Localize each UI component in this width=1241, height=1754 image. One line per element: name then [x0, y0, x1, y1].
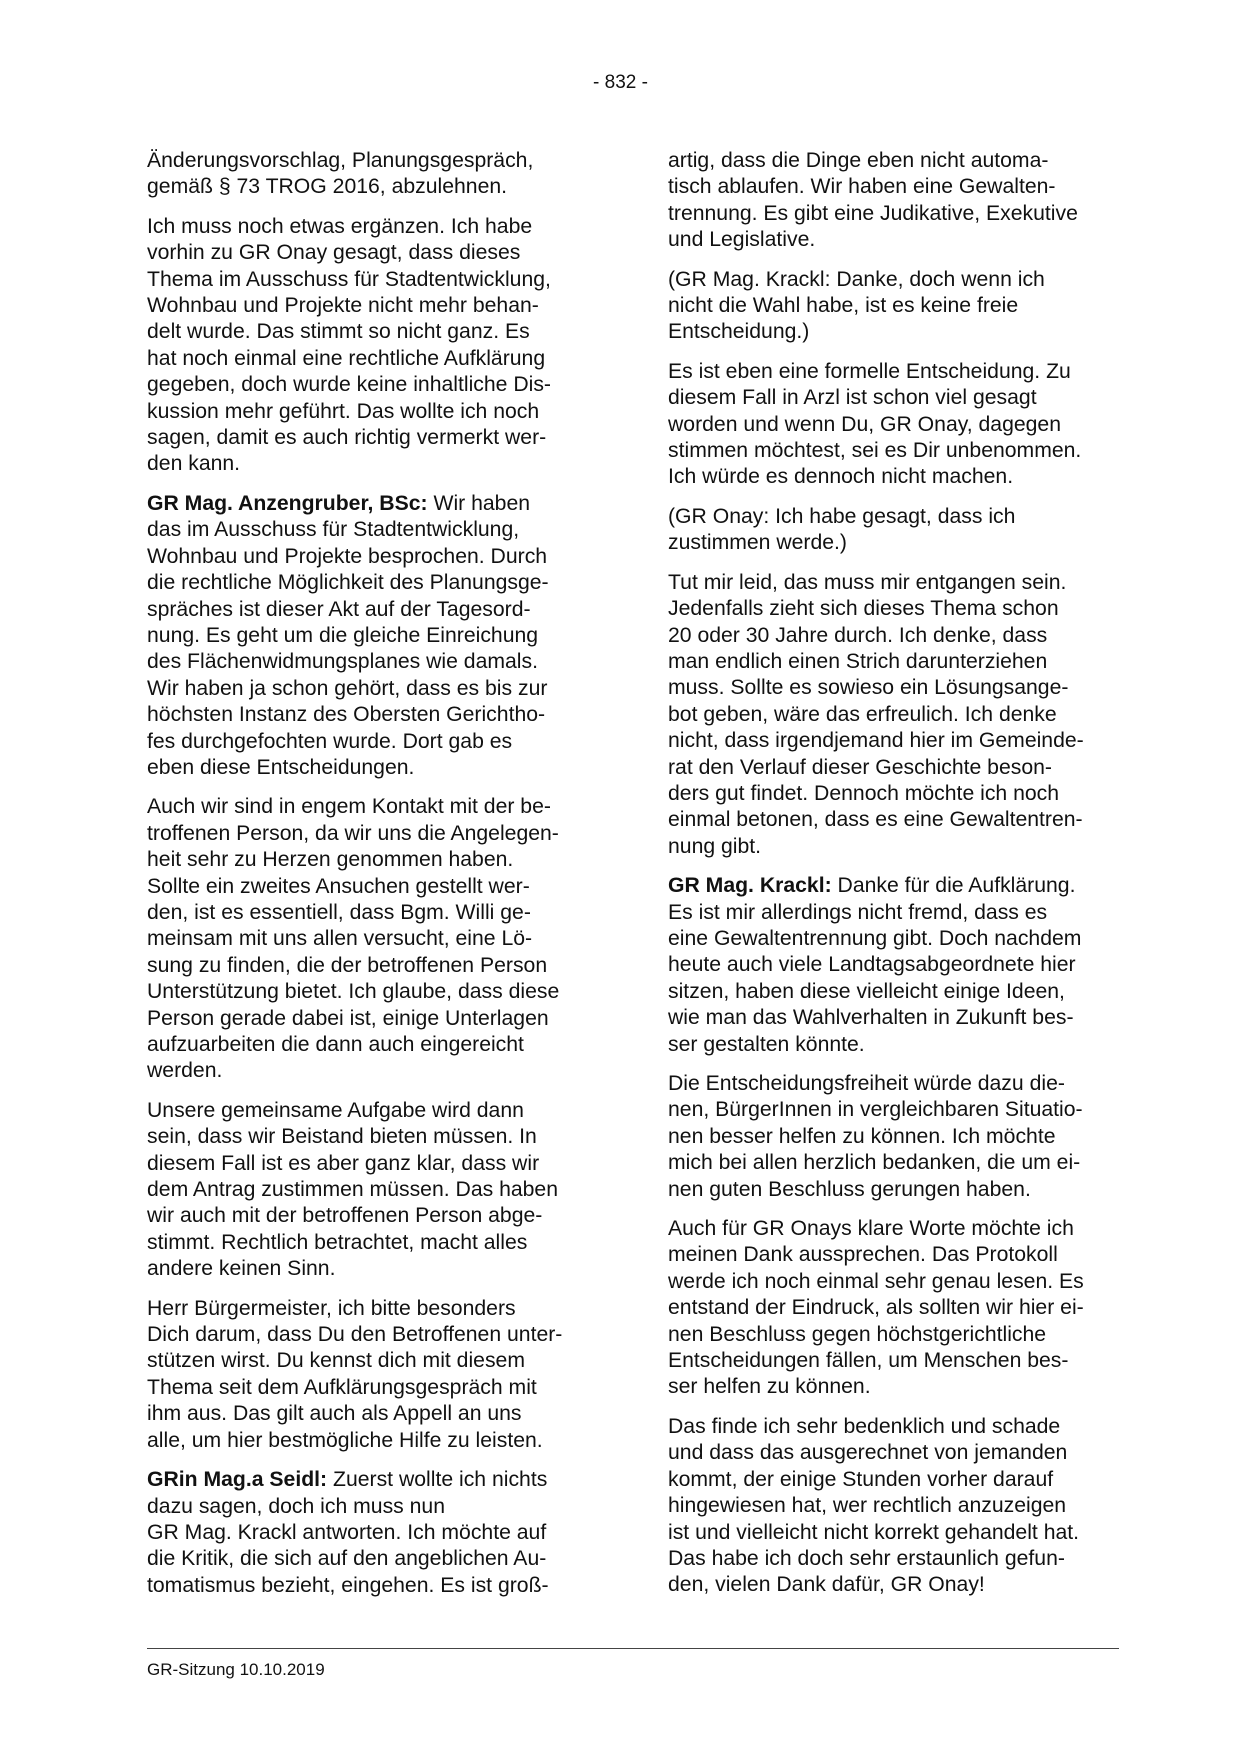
line-text: Thema im Ausschuss für Stadtentwicklung, [147, 267, 551, 291]
line-text: Tut mir leid, das muss mir entgangen sein. [668, 570, 1067, 594]
text-line [147, 1573, 602, 1599]
text-line [147, 1494, 602, 1520]
text-line [147, 517, 602, 543]
line-text: stimmen möchtest, sei es Dir unbenommen. [668, 439, 1082, 463]
line-text: diesem Fall in Arzl ist schon viel gesagt [668, 386, 1037, 410]
text-line [668, 952, 1123, 978]
text-line [147, 1467, 602, 1493]
text-line [147, 1546, 602, 1572]
text-line [147, 1375, 602, 1401]
text-line [668, 1493, 1123, 1519]
line-text: einmal betonen, dass es eine Gewaltentren- [668, 808, 1083, 832]
line-text: Unsere gemeinsame Aufgabe wird dann [147, 1098, 524, 1122]
line-text: Entscheidungen fällen, um Menschen bes- [668, 1349, 1069, 1373]
text-line [668, 596, 1123, 622]
line-text: ihm aus. Das gilt auch als Appell an uns [147, 1402, 522, 1426]
line-text: Es ist mir allerdings nicht fremd, dass es [668, 900, 1048, 924]
line-text: man endlich einen Strich darunterziehen [668, 649, 1048, 673]
text-line [668, 1032, 1123, 1058]
paragraph [147, 1098, 602, 1283]
text-line [668, 1520, 1123, 1546]
line-text: andere keinen Sinn. [147, 1257, 336, 1281]
line-text: den, ist es essentiell, dass Bgm. Willi ge- [147, 900, 531, 924]
text-line [668, 1467, 1123, 1493]
paragraph [668, 570, 1123, 860]
line-text: alle, um hier bestmögliche Hilfe zu leisten. [147, 1428, 543, 1452]
line-text: Wohnbau und Projekte nicht mehr behan- [147, 294, 539, 318]
paragraph [668, 359, 1123, 491]
line-text: artig, dass die Dinge eben nicht automa- [668, 149, 1049, 172]
line-text: Ich muss noch etwas ergänzen. Ich habe [147, 214, 533, 238]
text-line [147, 399, 602, 425]
paragraph [668, 1071, 1123, 1203]
text-line [668, 267, 1123, 293]
text-line [147, 755, 602, 781]
text-line [668, 530, 1123, 556]
line-text: meinsam mit uns allen versucht, eine Lö- [147, 927, 533, 951]
text-line [668, 1216, 1123, 1242]
text-line [668, 702, 1123, 728]
line-text: Wohnbau und Projekte besprochen. Durch [147, 544, 548, 568]
text-line [147, 900, 602, 926]
line-text: nicht, dass irgendjemand hier im Gemeinde- [668, 729, 1084, 753]
text-line [668, 412, 1123, 438]
text-line [147, 1177, 602, 1203]
left-column [147, 148, 602, 1612]
line-text: Entscheidung.) [668, 320, 810, 344]
line-text: dem Antrag zustimmen müssen. Das haben [147, 1178, 559, 1202]
text-line [668, 979, 1123, 1005]
text-line [147, 240, 602, 266]
text-line [147, 821, 602, 847]
paragraph [668, 267, 1123, 346]
line-text: das im Ausschuss für Stadtentwicklung, [147, 518, 520, 542]
line-text: Danke für die Aufklärung. [831, 874, 1076, 898]
line-text: Auch für GR Onays klare Worte möchte ich [668, 1217, 1074, 1241]
line-text: nicht die Wahl habe, ist es keine freie [668, 294, 1019, 318]
text-line [668, 900, 1123, 926]
right-column [668, 148, 1123, 1612]
text-line [147, 372, 602, 398]
line-text: 20 oder 30 Jahre durch. Ich denke, dass [668, 623, 1048, 647]
text-line [668, 293, 1123, 319]
line-text: sagen, damit es auch richtig vermerkt wer- [147, 426, 547, 450]
line-text: trennung. Es gibt eine Judikative, Exekutive [668, 201, 1078, 225]
text-line [147, 1032, 602, 1058]
line-text: stimmt. Rechtlich betrachtet, macht alles [147, 1230, 528, 1254]
line-text: worden und wenn Du, GR Onay, dagegen [668, 412, 1062, 436]
line-text: Person gerade dabei ist, einige Unterlagen [147, 1006, 549, 1030]
line-text: troffenen Person, da wir uns die Angelegen- [147, 821, 559, 845]
line-text: die rechtliche Möglichkeit des Planungsge- [147, 571, 549, 595]
text-line [147, 1256, 602, 1282]
line-text: Sollte ein zweites Ansuchen gestellt wer- [147, 874, 530, 898]
line-text: heute auch viele Landtagsabgeordnete hier [668, 953, 1076, 977]
line-text: sein, dass wir Beistand bieten müssen. In [147, 1125, 537, 1149]
text-line [668, 148, 1123, 174]
text-line [147, 597, 602, 623]
text-line [668, 359, 1123, 385]
line-text: des Flächenwidmungsplanes wie damals. [147, 650, 538, 674]
text-line [668, 464, 1123, 490]
line-text: bot geben, wäre das erfreulich. Ich denke [668, 702, 1057, 726]
line-text: entstand der Eindruck, als sollten wir hier ei- [668, 1296, 1084, 1320]
line-text: meinen Dank aussprechen. Das Protokoll [668, 1243, 1058, 1267]
text-line [668, 1005, 1123, 1031]
line-text: kussion mehr geführt. Das wollte ich noch [147, 399, 540, 423]
line-text: werden. [147, 1059, 223, 1083]
line-text: (GR Mag. Krackl: Danke, doch wenn ich [668, 267, 1045, 291]
line-text: hingewiesen hat, wer rechtlich anzuzeigen [668, 1494, 1067, 1518]
line-text: sung zu finden, die der betroffenen Person [147, 953, 548, 977]
paragraph [668, 148, 1123, 254]
text-line [147, 1230, 602, 1256]
line-text: aufzuarbeiten die dann auch eingereicht [147, 1033, 524, 1056]
line-text: sitzen, haben diese vielleicht einige Ideen, [668, 979, 1065, 1003]
text-line [668, 1414, 1123, 1440]
text-line [668, 1124, 1123, 1150]
speaker-name: GR Mag. Krackl: [668, 874, 832, 898]
line-text: Wir haben ja schon gehört, dass es bis zur [147, 676, 548, 700]
text-line [668, 1440, 1123, 1466]
text-line [668, 1177, 1123, 1203]
line-text: zustimmen werde.) [668, 531, 847, 555]
line-text: nen besser helfen zu können. Ich möchte [668, 1124, 1056, 1148]
paragraph [147, 1467, 602, 1599]
line-text: eine Gewaltentrennung gibt. Doch nachdem [668, 926, 1082, 950]
line-text: Die Entscheidungsfreiheit würde dazu die- [668, 1072, 1065, 1095]
line-text: vorhin zu GR Onay gesagt, dass dieses [147, 241, 521, 265]
line-text: dazu sagen, doch ich muss nun [147, 1494, 445, 1518]
text-line [668, 623, 1123, 649]
text-line [147, 1520, 602, 1546]
paragraph [668, 504, 1123, 557]
text-line [147, 979, 602, 1005]
line-text: Unterstützung bietet. Ich glaube, dass diese [147, 980, 560, 1004]
text-line [668, 1546, 1123, 1572]
text-line [668, 570, 1123, 596]
text-line [147, 1322, 602, 1348]
text-line [668, 1348, 1123, 1374]
line-text: Herr Bürgermeister, ich bitte besonders [147, 1296, 516, 1320]
line-text: Zuerst wollte ich nichts [327, 1468, 548, 1492]
line-text: die Kritik, die sich auf den angeblichen Au- [147, 1547, 547, 1571]
text-line [147, 148, 602, 174]
paragraph [147, 148, 602, 201]
line-text: Änderungsvorschlag, Planungsgespräch, [147, 149, 534, 172]
text-line [668, 781, 1123, 807]
speaker-name: GRin Mag.a Seidl: [147, 1468, 328, 1492]
line-text: heit sehr zu Herzen genommen haben. [147, 848, 514, 872]
text-line [147, 1348, 602, 1374]
text-line [668, 201, 1123, 227]
paragraph [668, 873, 1123, 1058]
line-text: delt wurde. Das stimmt so nicht ganz. Es [147, 320, 530, 344]
line-text: werde ich noch einmal sehr genau lesen. Es [668, 1269, 1084, 1293]
line-text: rat den Verlauf dieser Geschichte beson- [668, 755, 1052, 779]
text-line [668, 1374, 1123, 1400]
text-line [668, 174, 1123, 200]
text-line [147, 293, 602, 319]
line-text: Das habe ich doch sehr erstaunlich gefun- [668, 1546, 1065, 1570]
text-line [147, 1151, 602, 1177]
line-text: nung gibt. [668, 834, 762, 858]
text-line [147, 570, 602, 596]
line-text: nung. Es geht um die gleiche Einreichung [147, 623, 539, 647]
text-line [668, 649, 1123, 675]
text-line [147, 1058, 602, 1084]
line-text: höchsten Instanz des Obersten Gerichtho- [147, 703, 546, 727]
line-text: mich bei allen herzlich bedanken, die um ei- [668, 1151, 1081, 1175]
text-line [668, 1322, 1123, 1348]
text-line [668, 385, 1123, 411]
text-line [668, 438, 1123, 464]
line-text: fes durchgefochten wurde. Dort gab es [147, 729, 513, 753]
line-text: und Legislative. [668, 228, 816, 252]
line-text: Auch wir sind in engem Kontakt mit der be- [147, 795, 551, 819]
line-text: Es ist eben eine formelle Entscheidung. Zu [668, 359, 1071, 383]
line-text: (GR Onay: Ich habe gesagt, dass ich [668, 504, 1016, 528]
line-text: wir auch mit der betroffenen Person abge- [147, 1204, 543, 1228]
line-text: tomatismus bezieht, eingehen. Es ist groß- [147, 1573, 549, 1597]
line-text: muss. Sollte es sowieso ein Lösungsange- [668, 676, 1069, 700]
text-line [668, 1572, 1123, 1598]
text-line [147, 544, 602, 570]
text-line [668, 319, 1123, 345]
line-text: gemäß § 73 TROG 2016, abzulehnen. [147, 175, 508, 199]
line-text: gegeben, doch wurde keine inhaltliche Dis- [147, 373, 551, 397]
text-line [147, 1098, 602, 1124]
text-line [147, 319, 602, 345]
text-line [147, 1006, 602, 1032]
text-line [147, 1401, 602, 1427]
line-text: den kann. [147, 452, 241, 476]
text-line [147, 676, 602, 702]
text-line [668, 926, 1123, 952]
text-line [668, 1242, 1123, 1268]
text-line [147, 874, 602, 900]
line-text: GR Mag. Krackl antworten. Ich möchte auf [147, 1520, 547, 1544]
line-text: spräches ist dieser Akt auf der Tagesord- [147, 597, 531, 621]
text-line [668, 807, 1123, 833]
line-text: Thema seit dem Aufklärungsgespräch mit [147, 1375, 537, 1399]
text-line [147, 623, 602, 649]
line-text: Wir haben [427, 491, 531, 515]
line-text: hat noch einmal eine rechtliche Aufklärung [147, 346, 546, 370]
text-line [147, 1203, 602, 1229]
text-line [147, 174, 602, 200]
text-line [668, 755, 1123, 781]
text-line [668, 873, 1123, 899]
text-line [147, 346, 602, 372]
paragraph [668, 1414, 1123, 1599]
text-line [668, 1097, 1123, 1123]
line-text: und dass das ausgerechnet von jemanden [668, 1441, 1068, 1465]
speaker-name: GR Mag. Anzengruber, BSc: [147, 491, 428, 515]
text-line [147, 794, 602, 820]
line-text: ser gestalten könnte. [668, 1032, 865, 1056]
text-line [668, 227, 1123, 253]
line-text: nen, BürgerInnen in vergleichbaren Situatio- [668, 1098, 1083, 1122]
line-text: kommt, der einige Stunden vorher darauf [668, 1467, 1054, 1491]
paragraph [147, 794, 602, 1084]
text-line [147, 702, 602, 728]
text-line [147, 491, 602, 517]
text-line [147, 451, 602, 477]
paragraph [668, 1216, 1123, 1401]
line-text: den, vielen Dank dafür, GR Onay! [668, 1573, 985, 1597]
text-line [668, 504, 1123, 530]
paragraph [147, 1296, 602, 1454]
text-line [147, 649, 602, 675]
line-text: Ich würde es dennoch nicht machen. [668, 465, 1014, 489]
text-line [147, 267, 602, 293]
text-line [147, 425, 602, 451]
line-text: eben diese Entscheidungen. [147, 755, 415, 779]
text-line [668, 1071, 1123, 1097]
text-line [668, 1269, 1123, 1295]
page-number: - 832 - [593, 72, 648, 93]
line-text: ders gut findet. Dennoch möchte ich noch [668, 781, 1060, 805]
footer-session-date: GR-Sitzung 10.10.2019 [147, 1660, 325, 1679]
text-line [147, 847, 602, 873]
line-text: Das finde ich sehr bedenklich und schade [668, 1414, 1061, 1438]
text-line [147, 1428, 602, 1454]
text-line [147, 729, 602, 755]
line-text: stützen wirst. Du kennst dich mit diesem [147, 1349, 525, 1373]
line-text: nen guten Beschluss gerungen haben. [668, 1177, 1031, 1201]
line-text: tisch ablaufen. Wir haben eine Gewalten- [668, 175, 1056, 199]
line-text: ser helfen zu können. [668, 1375, 871, 1399]
text-line [668, 728, 1123, 754]
line-text: Dich darum, dass Du den Betroffenen unter- [147, 1323, 563, 1347]
line-text: wie man das Wahlverhalten in Zukunft bes- [668, 1006, 1074, 1030]
text-line [147, 926, 602, 952]
paragraph [147, 214, 602, 478]
line-text: ist und vielleicht nicht korrekt gehandelt hat. [668, 1520, 1080, 1544]
footer-divider [147, 1648, 1119, 1649]
text-line [147, 1124, 602, 1150]
text-line [668, 675, 1123, 701]
text-line [668, 1150, 1123, 1176]
text-line [668, 1295, 1123, 1321]
paragraph [147, 491, 602, 781]
line-text: Jedenfalls zieht sich dieses Thema schon [668, 597, 1059, 621]
text-line [147, 214, 602, 240]
line-text: diesem Fall ist es aber ganz klar, dass wir [147, 1151, 540, 1175]
text-line [147, 953, 602, 979]
line-text: nen Beschluss gegen höchstgerichtliche [668, 1322, 1047, 1346]
text-line [668, 834, 1123, 860]
text-line [147, 1296, 602, 1322]
